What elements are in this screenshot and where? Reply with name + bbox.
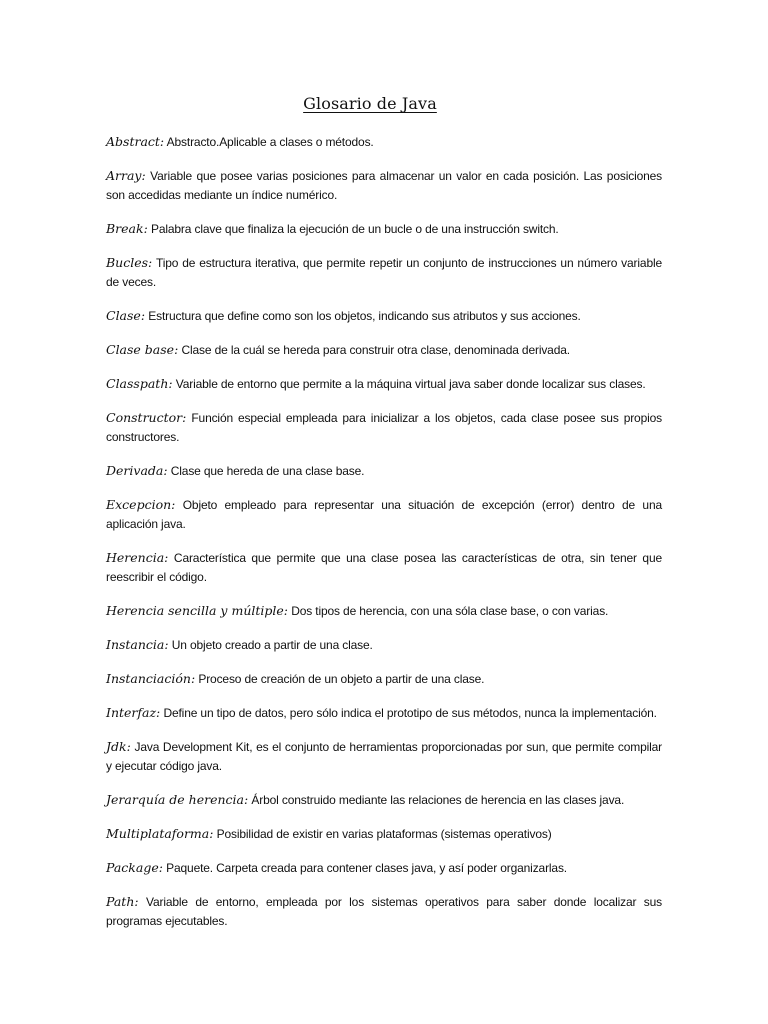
glossary-term: Bucles: <box>106 255 153 270</box>
glossary-entry <box>106 790 662 810</box>
glossary-entry <box>106 340 662 360</box>
glossary-definition: Posibilidad de existir en varias plataformas (sistemas operativos) <box>216 827 552 841</box>
glossary-entry <box>106 858 662 878</box>
glossary-entry <box>106 824 662 844</box>
glossary-list <box>106 132 662 945</box>
glossary-definition: Función especial empleada para inicializar a los objetos, cada clase posee sus propios constructores. <box>106 411 662 444</box>
glossary-definition: Java Development Kit, es el conjunto de herramientas proporcionadas por sun, que permite compilar y ejecutar código java. <box>106 740 663 773</box>
glossary-definition: Variable de entorno que permite a la máquina virtual java saber donde localizar sus clases. <box>175 377 646 391</box>
glossary-entry <box>106 132 662 152</box>
glossary-term: Interfaz: <box>106 705 161 720</box>
glossary-definition: Estructura que define como son los objetos, indicando sus atributos y sus acciones. <box>148 309 581 323</box>
glossary-entry <box>106 253 662 292</box>
glossary-term: Instanciación: <box>106 671 196 686</box>
glossary-definition: Objeto empleado para representar una situación de excepción (error) dentro de una aplicación java. <box>106 498 662 531</box>
glossary-entry <box>106 892 662 931</box>
glossary-term: Jdk: <box>106 739 131 754</box>
glossary-entry <box>106 548 662 587</box>
glossary-term: Herencia sencilla y múltiple: <box>106 603 288 618</box>
glossary-definition: Dos tipos de herencia, con una sóla clase base, o con varias. <box>291 604 609 618</box>
glossary-term: Path: <box>106 894 139 909</box>
glossary-entry <box>106 495 662 534</box>
glossary-entry <box>106 737 662 776</box>
glossary-definition: Variable que posee varias posiciones para almacenar un valor en cada posición. Las posiciones son accedidas mediante un índice numérico. <box>106 169 663 202</box>
glossary-entry <box>106 219 662 239</box>
glossary-definition: Árbol construido mediante las relaciones de herencia en las clases java. <box>251 793 625 807</box>
glossary-term: Break: <box>106 221 148 236</box>
glossary-entry <box>106 408 662 447</box>
glossary-definition: Tipo de estructura iterativa, que permite repetir un conjunto de instrucciones un número variable de veces. <box>106 256 663 289</box>
document-title: Glosario de Java <box>303 94 437 113</box>
glossary-definition: Clase de la cuál se hereda para construir otra clase, denominada derivada. <box>181 343 570 357</box>
glossary-entry <box>106 461 662 481</box>
glossary-term: Array: <box>106 168 146 183</box>
glossary-definition: Define un tipo de datos, pero sólo indica el prototipo de sus métodos, nunca la implementación. <box>163 706 657 720</box>
glossary-entry <box>106 166 662 205</box>
glossary-term: Multiplataforma: <box>106 826 214 841</box>
glossary-entry <box>106 635 662 655</box>
glossary-term: Herencia: <box>106 550 169 565</box>
glossary-entry <box>106 306 662 326</box>
glossary-term: Excepcion: <box>106 497 176 512</box>
glossary-definition: Variable de entorno, empleada por los sistemas operativos para saber donde localizar sus programas ejecutables. <box>106 895 662 928</box>
glossary-term: Classpath: <box>106 376 173 391</box>
glossary-term: Constructor: <box>106 410 187 425</box>
glossary-entry <box>106 669 662 689</box>
glossary-definition: Característica que permite que una clase posea las características de otra, sin tener que reescribir el código. <box>106 551 662 584</box>
glossary-definition: Clase que hereda de una clase base. <box>170 464 365 478</box>
glossary-term: Jerarquía de herencia: <box>106 792 249 807</box>
glossary-definition: Paquete. Carpeta creada para contener clases java, y así poder organizarlas. <box>166 861 567 875</box>
glossary-definition: Proceso de creación de un objeto a partir de una clase. <box>198 672 485 686</box>
glossary-entry <box>106 374 662 394</box>
glossary-definition: Abstracto.Aplicable a clases o métodos. <box>166 135 374 149</box>
glossary-definition: Un objeto creado a partir de una clase. <box>171 638 373 652</box>
glossary-term: Instancia: <box>106 637 169 652</box>
glossary-definition: Palabra clave que finaliza la ejecución de un bucle o de una instrucción switch. <box>150 222 559 236</box>
glossary-entry <box>106 601 662 621</box>
glossary-term: Clase: <box>106 308 146 323</box>
glossary-entry <box>106 703 662 723</box>
glossary-term: Package: <box>106 860 163 875</box>
glossary-term: Clase base: <box>106 342 179 357</box>
glossary-term: Abstract: <box>106 134 165 149</box>
glossary-term: Derivada: <box>106 463 168 478</box>
